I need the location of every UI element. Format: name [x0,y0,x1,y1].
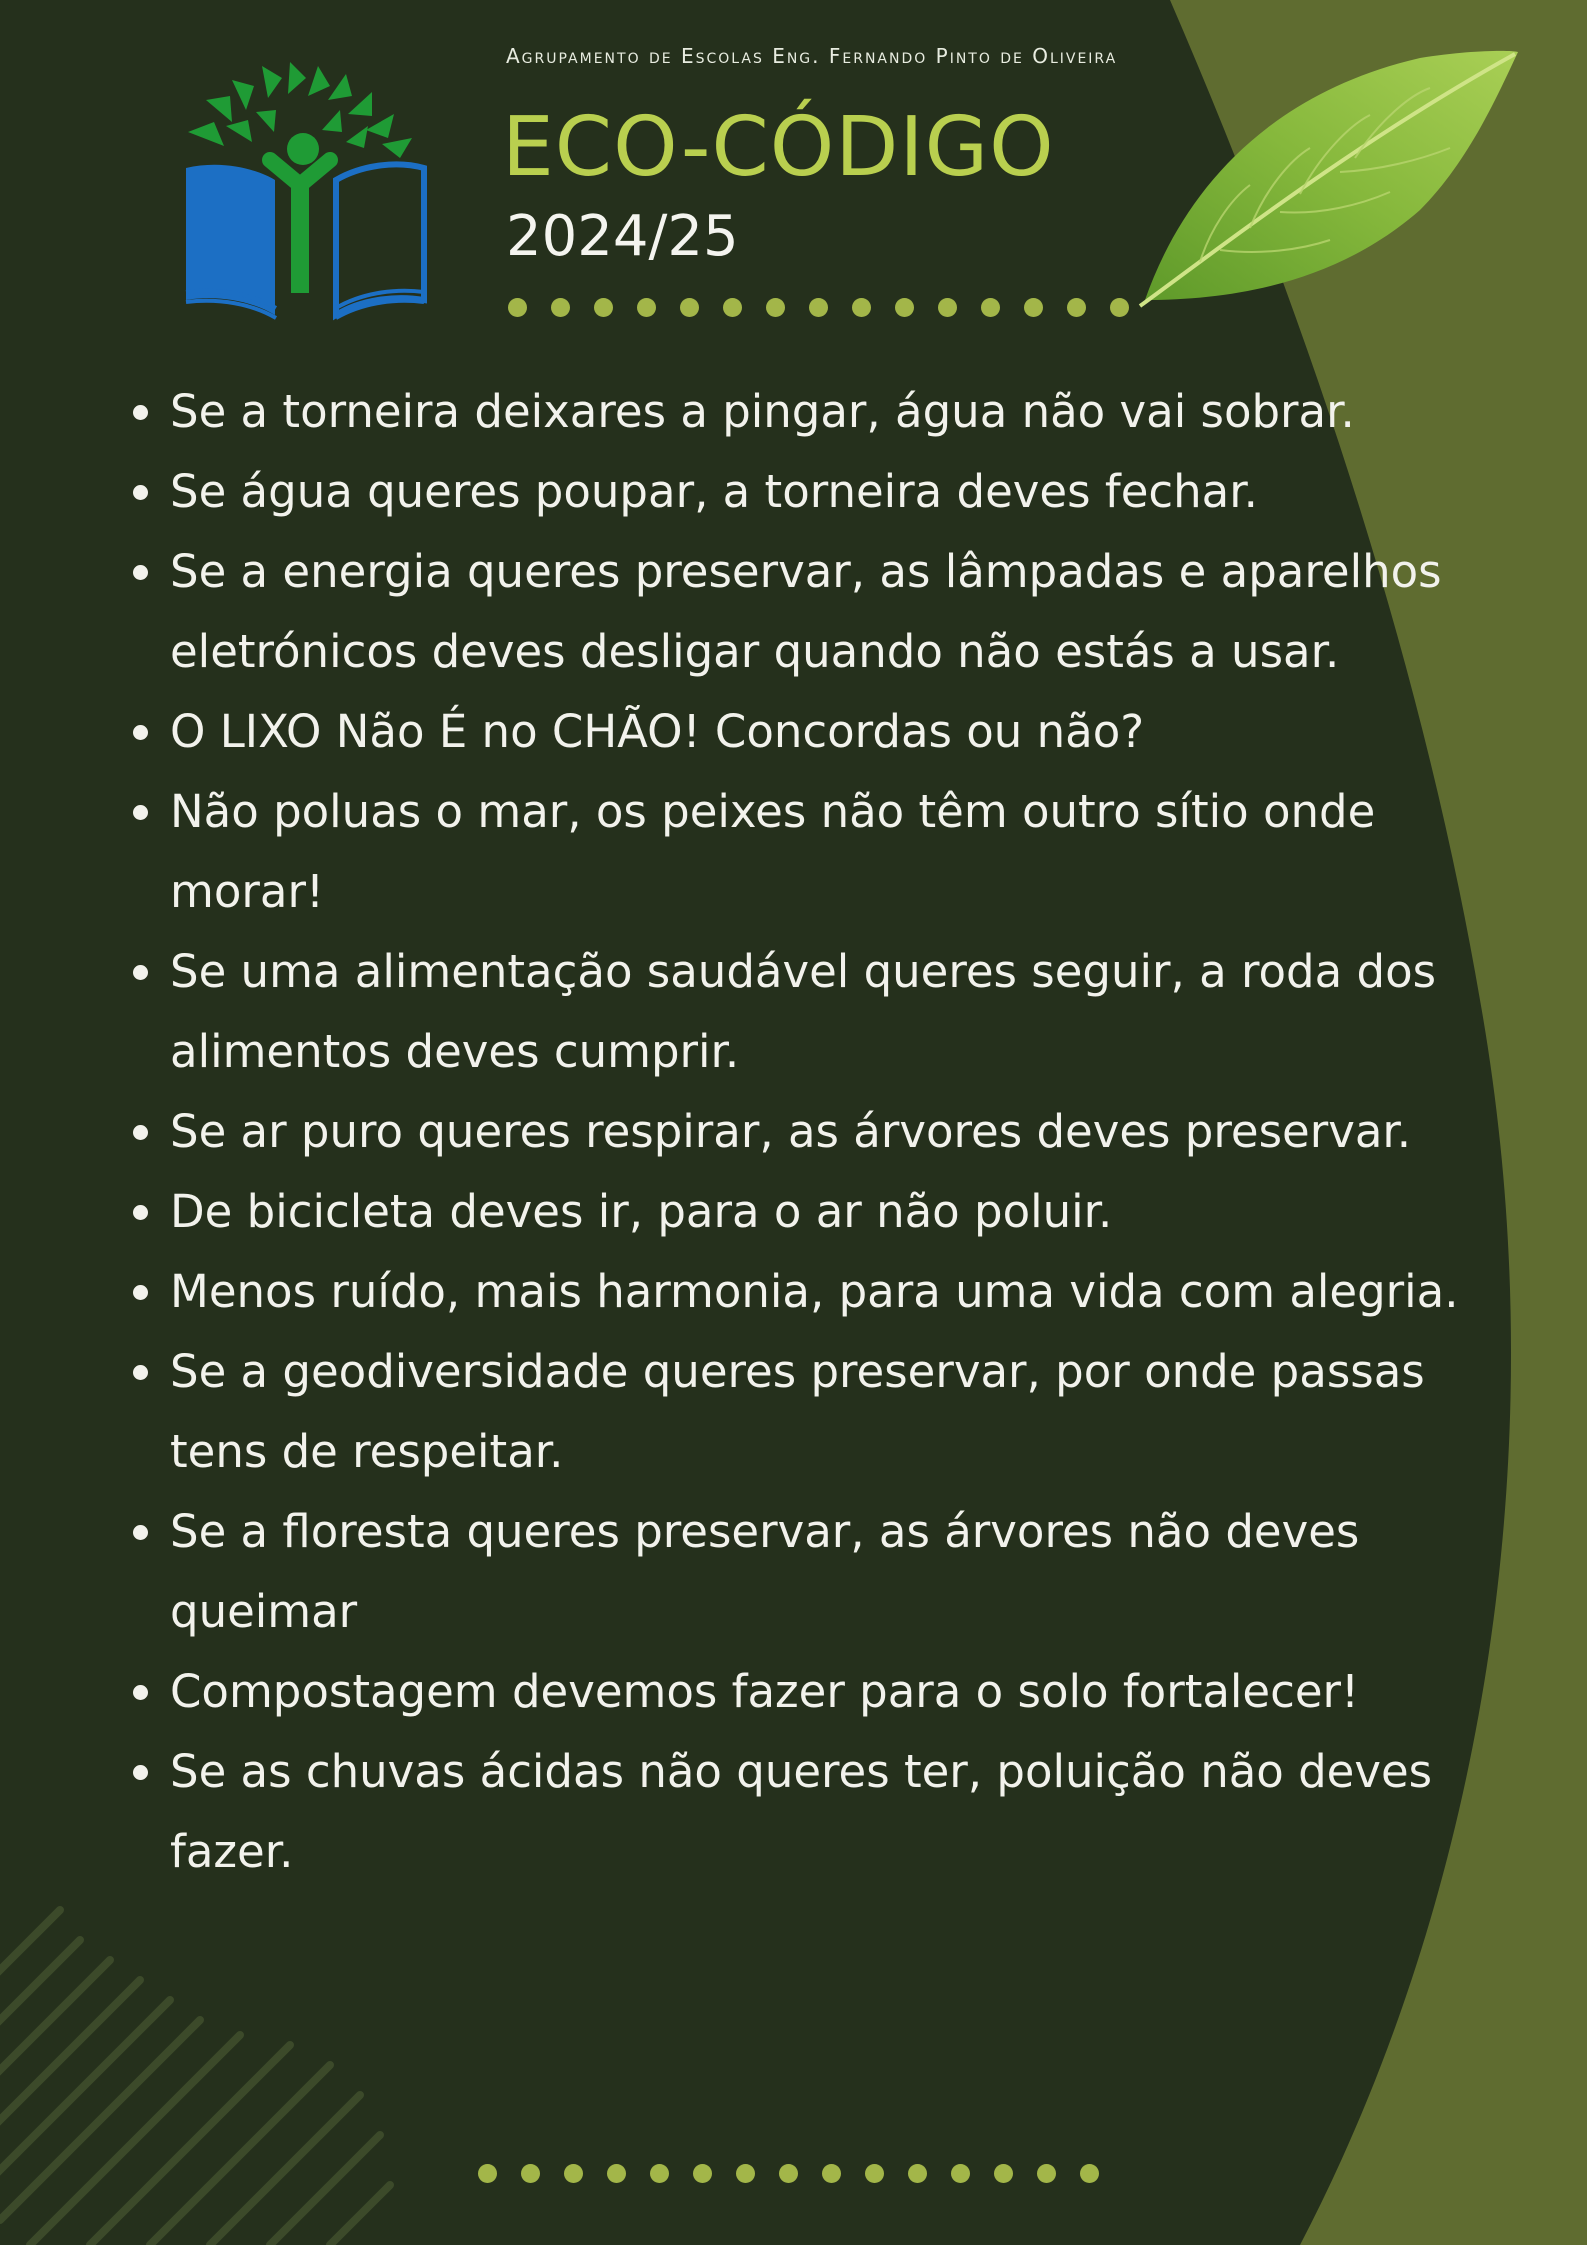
stripe-pattern [0,1910,390,2245]
organization-name: Agrupamento de Escolas Eng. Fernando Pinto de Oliveira [506,44,1118,68]
divider-dot [1037,2164,1056,2183]
rule-item: Se uma alimentação saudável queres seguir, a roda dos alimentos deves cumprir. [170,932,1510,1092]
rule-item: O LIXO Não É no CHÃO! Concordas ou não? [170,692,1510,772]
divider-dot [809,298,828,317]
divider-dot [951,2164,970,2183]
divider-dot [908,2164,927,2183]
divider-dot [521,2164,540,2183]
divider-dot [508,298,527,317]
divider-dot [994,2164,1013,2183]
school-year: 2024/25 [506,204,739,269]
rule-item: Não poluas o mar, os peixes não têm outro sítio onde morar! [170,772,1510,932]
rule-item: Se a torneira deixares a pingar, água não vai sobrar. [170,372,1510,452]
eco-rules-list [170,372,1510,1892]
bottom-dot-divider [478,2164,1099,2183]
rule-item: Se ar puro queres respirar, as árvores deves preservar. [170,1092,1510,1172]
divider-dot [938,298,957,317]
divider-dot [650,2164,669,2183]
rule-item: Se água queres poupar, a torneira deves fechar. [170,452,1510,532]
divider-dot [852,298,871,317]
divider-dot [478,2164,497,2183]
divider-dot [564,2164,583,2183]
rule-item: Menos ruído, mais harmonia, para uma vida com alegria. [170,1252,1510,1332]
rule-item: Se a floresta queres preservar, as árvores não deves queimar [170,1492,1510,1652]
divider-dot [895,298,914,317]
divider-dot [680,298,699,317]
page-title: ECO-CÓDIGO [502,100,1055,195]
rule-item: Se a energia queres preservar, as lâmpadas e aparelhos eletrónicos deves desligar quando não estás a usar. [170,532,1510,692]
divider-dot [766,298,785,317]
divider-dot [1024,298,1043,317]
rule-item: De bicicleta deves ir, para o ar não poluir. [170,1172,1510,1252]
eco-school-logo-icon [186,62,424,318]
divider-dot [1067,298,1086,317]
divider-dot [981,298,1000,317]
divider-dot [779,2164,798,2183]
top-dot-divider [508,298,1129,317]
divider-dot [865,2164,884,2183]
divider-dot [594,298,613,317]
divider-dot [693,2164,712,2183]
rule-item: Se a geodiversidade queres preservar, por onde passas tens de respeitar. [170,1332,1510,1492]
rule-item: Se as chuvas ácidas não queres ter, poluição não deves fazer. [170,1732,1510,1892]
divider-dot [551,298,570,317]
divider-dot [723,298,742,317]
divider-dot [1110,298,1129,317]
rule-item: Compostagem devemos fazer para o solo fortalecer! [170,1652,1510,1732]
divider-dot [607,2164,626,2183]
divider-dot [822,2164,841,2183]
divider-dot [637,298,656,317]
divider-dot [1080,2164,1099,2183]
divider-dot [736,2164,755,2183]
